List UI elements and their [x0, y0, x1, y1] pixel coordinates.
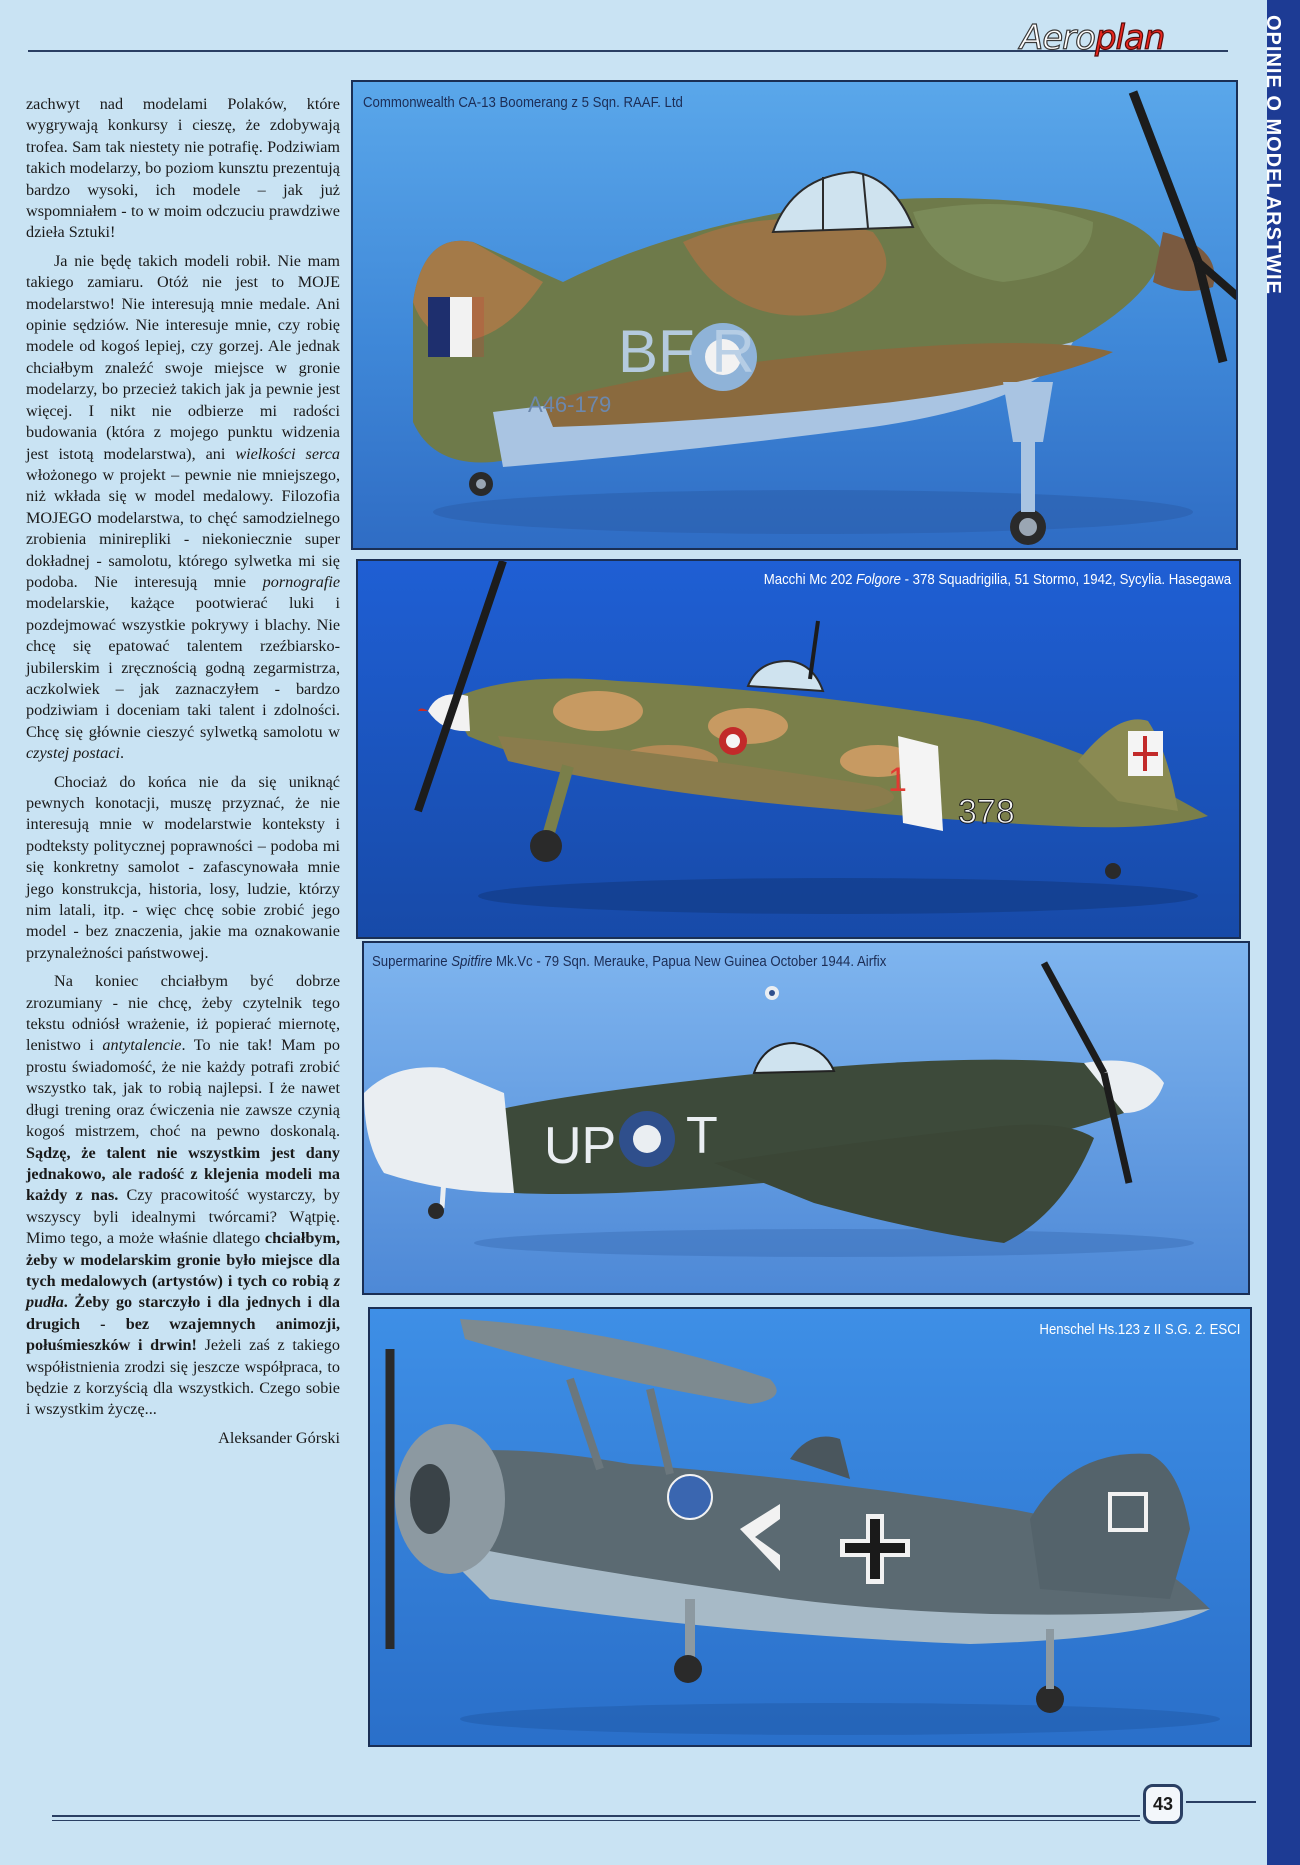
boomerang-serial: A46-179 — [528, 392, 612, 417]
text-segment: z pudła — [26, 1271, 340, 1312]
article-paragraph — [26, 971, 340, 1421]
caption-part: - 378 Squadrigilia, 51 Stormo, 1942, Sycylia. Hasegawa — [900, 571, 1231, 588]
henschel-image — [370, 1309, 1252, 1747]
article-paragraph — [26, 94, 340, 244]
macchi-image — [358, 561, 1241, 939]
text-segment: antytalencie — [102, 1036, 182, 1055]
boomerang-code-letters: BF R — [618, 318, 755, 385]
article-author: Aleksander Górski — [218, 1428, 340, 1447]
spitfire-image — [364, 943, 1250, 1295]
text-segment: modelarskie, każące pootwierać luki i pozdejmować wszystkie pokrywy i blachy. Nie chcę się epatować talentem rzeźbiarsko-jubilerskim i zręcznością godną zegarmistrza, aczkolwiek – jak zaznaczyłem - bardzo podziwiam i doceniam taki talent i zdolności. Chcę się głównie cieszyć sylwetką samolotu w — [26, 594, 340, 741]
text-segment: chciałbym, żeby w modelarskim gronie było miejsce dla tych medalowych (artystów) i tych co robią — [26, 1229, 340, 1290]
magazine-logo — [1020, 18, 1164, 58]
text-segment: . — [119, 744, 125, 763]
footer-rule-thin — [52, 1820, 1140, 1821]
text-segment: Ja nie będę takich modeli robił. Nie mam takiego zamiaru. Otóż nie jest to MOJE modelarstwo! Nie interesują mnie medale. Ani opinie sędziów. Nie interesuje mnie, czy robię modele od kogoś lepiej, czy gorzej. Ale jednak chciałbym znaleźć swoje miejsce w gronie modelarzy, bo przecież takich jak ja pewnie jest więcej. I nikt nie odbierze mi radości budowania (która z mojego punktu widzenia jest istotą modelarstwa), ani — [26, 251, 340, 463]
spitfire-code-right: T — [686, 1107, 718, 1165]
text-segment: pornografie — [262, 572, 340, 591]
photo-caption-boomerang: Commonwealth CA-13 Boomerang z 5 Sqn. RAAF. Ltd — [363, 94, 683, 111]
text-segment: Chociaż do końca nie da się uniknąć pewnych konotacji, muszę przyznać, że nie interesują mnie w modelarstwie konteksty i podteksty politycznej poprawności – podoba mi się konkretny samolot - zafascynowała mnie jego konstrukcja, historia, losy, ludzie, którzy nim latali, itp. - więc chcę sobie zrobić jego model - bez znaczenia, jakie ma oznakowanie przynależności państwowej. — [26, 772, 340, 962]
article-paragraph — [26, 772, 340, 965]
text-segment: Na koniec chciałbym być dobrze zrozumiany - nie chcę, żeby czytelnik tego tekstu odniósł wrażenie, iż popierać miernotę, lenistwo i — [26, 972, 340, 1055]
boomerang-image — [353, 82, 1238, 550]
caption-part: Macchi Mc 202 — [763, 571, 857, 588]
text-segment: włożonego w projekt – pewnie nie mniejszego, niż wkłada się w model medalowy. Filozofia MOJEGO modelarstwa, to chęć samodzielnego zrobienia minirepliki - niekoniecznie super dokładnej - samolotu, którego sylwetka mi się podoba. Nie interesują mnie — [26, 465, 340, 591]
photo-boomerang — [351, 80, 1238, 550]
text-segment: Jeżeli zaś z takiego współistnienia zrodzi się jeszcze współpraca, to będzie z korzyścią dla wszystkich. Czego sobie i wszystkim życzę... — [26, 1336, 340, 1419]
photo-macchi — [356, 559, 1241, 939]
footer-rule — [52, 1815, 1140, 1817]
text-segment: Sądzę, że talent nie wszystkim jest dany jednakowo, ale radość z klejenia modeli ma każdy z nas. — [26, 1143, 340, 1205]
caption-aircraft-name: Folgore — [856, 571, 901, 588]
photo-caption-henschel: Henschel Hs.123 z II S.G. 2. ESCI — [1038, 1321, 1240, 1338]
spitfire-code-left: UP — [544, 1117, 617, 1175]
text-segment: zachwyt nad modelami Polaków, które wygrywają konkursy i cieszę, że zdobywają trofea. Sam tak niestety nie potrafię. Podziwiam takich modelarzy, bo poziom kunsztu prezentują bardzo wysoki, ich modele – jak już wspomniałem - to w moim odczuciu prawdziwe dzieła Sztuki! — [26, 95, 340, 242]
text-segment: . To nie tak! Mam po prostu świadomość, że nie każdy potrafi zrobić wszystko tak, jak to robią najlepsi. I że nawet długi trening oraz ćwiczenia nie zawsze czynią kogoś mistrzem, choć na pewno doskonalą. — [26, 1036, 340, 1141]
macchi-code-left: 1 — [888, 761, 907, 799]
photo-spitfire — [362, 941, 1250, 1295]
photo-caption-spitfire — [372, 953, 886, 970]
article-paragraph — [26, 251, 340, 765]
macchi-code: 378 — [958, 793, 1015, 831]
caption-part: Mk.Vc - 79 Sqn. Merauke, Papua New Guinea October 1944. Airfix — [492, 953, 887, 970]
text-segment: czystej postaci — [26, 744, 120, 763]
footer-rule-right — [1186, 1801, 1256, 1803]
section-title: OPINIE O MODELARSTWIE — [1262, 15, 1284, 295]
text-segment: Czy pracowitość wystarczy, by wszyscy byli idealnymi twórcami? Wątpię. Mimo tego, a może właśnie dlatego — [26, 1186, 340, 1248]
text-segment: . Żeby go starczyło i dla jednych i dla drugich - bez wzajemnych animozji, połuśmieszków i drwin! — [26, 1293, 340, 1355]
logo-part-2: plan — [1094, 18, 1165, 58]
logo-part-1: Aero — [1020, 18, 1095, 58]
text-segment: wielkości serca — [235, 444, 340, 463]
photo-henschel — [368, 1307, 1252, 1747]
caption-part: Supermarine — [372, 953, 452, 970]
page-number: 43 — [1143, 1784, 1183, 1824]
caption-aircraft-name: Spitfire — [451, 953, 493, 970]
article-text — [26, 94, 340, 1449]
photo-caption-macchi — [764, 571, 1231, 588]
